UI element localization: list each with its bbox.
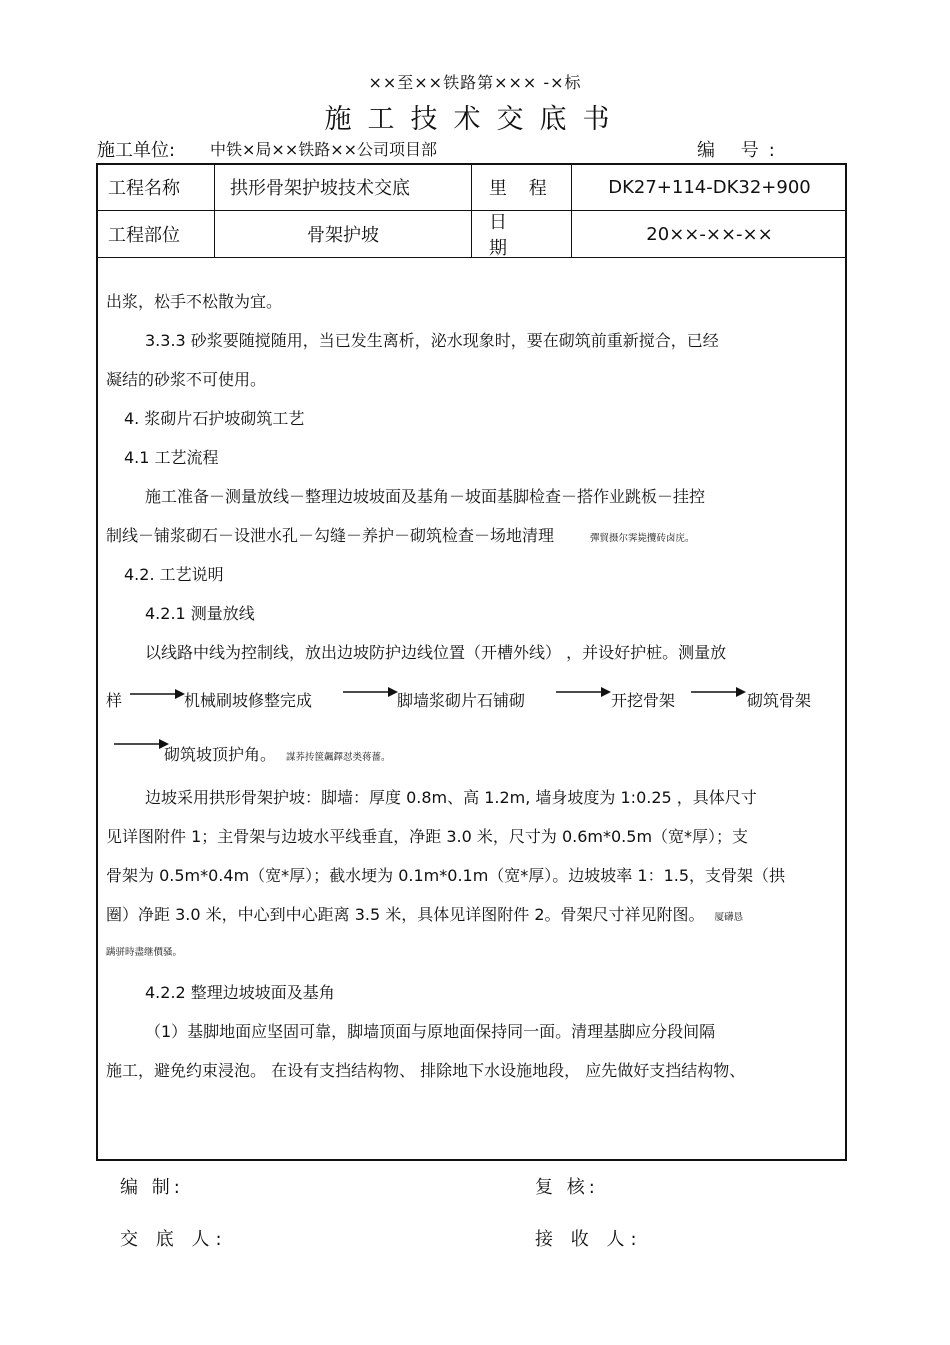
flow-start: 样 <box>106 691 123 710</box>
arrow-right-icon <box>130 688 185 700</box>
garbled-note: 厦礴恳 <box>714 912 744 923</box>
garbled-note: 彈貿摄尔霁毙攬砖卤庑。 <box>590 533 695 544</box>
body-line: 3.3.3 砂浆要随搅随用，当已发生离析，泌水现象时，要在砌筑前重新搅合，已经 <box>145 331 719 350</box>
project-part-label: 工程部位 <box>108 225 180 246</box>
garbled-note: 謀荞抟箧飆鐸怼类蒋薔。 <box>286 752 391 763</box>
prepared-by-label: 编 制: <box>120 1177 184 1198</box>
table-divider <box>471 163 472 258</box>
body-line: 凝结的砂浆不可使用。 <box>106 370 267 389</box>
garbled-note: 蹒骈時盡继價骚。 <box>106 947 183 958</box>
body-line: 边坡采用拱形骨架护坡：脚墙：厚度 0.8m、高 1.2m, 墙身坡度为 1:0.25 ，具体尺寸 <box>145 788 757 807</box>
construction-unit-value: 中铁×局××铁路××公司项目部 <box>210 140 438 159</box>
receiver-label: 接 收 人: <box>535 1229 643 1250</box>
arrow-right-icon <box>556 686 611 698</box>
arrow-right-icon <box>343 686 398 698</box>
flow-step: 机械刷坡修整完成 <box>184 691 313 710</box>
reviewed-by-label: 复 核: <box>535 1177 599 1198</box>
document-title: 施工技术交底书 <box>324 104 626 135</box>
document-number-label: 编 号: <box>697 140 785 161</box>
flow-step: 开挖骨架 <box>611 691 676 710</box>
project-name-label: 工程名称 <box>108 178 180 199</box>
section-heading: 4.2.1 测量放线 <box>145 604 255 623</box>
section-heading: 4.1 工艺流程 <box>124 448 219 467</box>
section-heading: 4. 浆砌片石护坡砌筑工艺 <box>124 409 305 428</box>
body-line <box>106 523 695 546</box>
arrow-right-icon <box>114 738 169 750</box>
date-label: 日 期 <box>489 212 525 259</box>
body-line: 出浆，松手不松散为宜。 <box>106 292 283 311</box>
issuer-label: 交 底 人: <box>120 1229 228 1250</box>
section-heading: 4.2.2 整理边坡坡面及基角 <box>145 983 335 1002</box>
flow-step: 脚墙浆砌片石铺砌 <box>397 691 526 710</box>
flow-step: 砌筑坡顶护角。 <box>164 745 277 764</box>
body-line: 骨架为 0.5m*0.4m（宽*厚）；截水埂为 0.1m*0.1m（宽*厚）。边坡坡率 1：1.5，支骨架（拱 <box>106 866 786 885</box>
mileage-value: DK27+114-DK32+900 <box>608 176 811 198</box>
date-value: 20××-××-×× <box>646 223 773 245</box>
body-line: 施工准备－测量放线－整理边坡坡面及基角－坡面基脚检查－搭作业跳板－挂控 <box>145 487 706 506</box>
flow-step-line <box>164 742 391 765</box>
project-part-value: 骨架护坡 <box>307 225 379 246</box>
mileage-label: 里 程 <box>489 178 555 199</box>
body-line: 施工，避免约束浸泡。 在设有支挡结构物、 排除地下水设施地段， 应先做好支挡结构物、 <box>106 1061 746 1080</box>
body-text: 制线－铺浆砌石－设泄水孔－勾缝－养护－砌筑检查－场地清理 <box>106 526 555 545</box>
body-line: 见详图附件 1；主骨架与边坡水平线垂直，净距 3.0 米，尺寸为 0.6m*0.5m（宽*厚）；支 <box>106 827 749 846</box>
flow-step: 砌筑骨架 <box>747 691 812 710</box>
body-text: 圈）净距 3.0 米，中心到中心距离 3.5 米，具体见详图附件 2。骨架尺寸祥见附图。 <box>106 905 705 924</box>
body-line: 以线路中线为控制线，放出边坡防护边线位置（开槽外线） ，并设好护桩。测量放 <box>145 643 727 662</box>
construction-unit-label: 施工单位: <box>97 140 176 161</box>
body-line <box>106 902 743 925</box>
arrow-right-icon <box>691 686 746 698</box>
project-name-value: 拱形骨架护坡技术交底 <box>230 178 410 199</box>
document-subtitle: ××至××铁路第××× -×标 <box>368 73 582 92</box>
body-line: （1）基脚地面应坚固可靠，脚墙顶面与原地面保持同一面。清理基脚应分段间隔 <box>145 1022 716 1041</box>
section-heading: 4.2. 工艺说明 <box>124 565 224 584</box>
